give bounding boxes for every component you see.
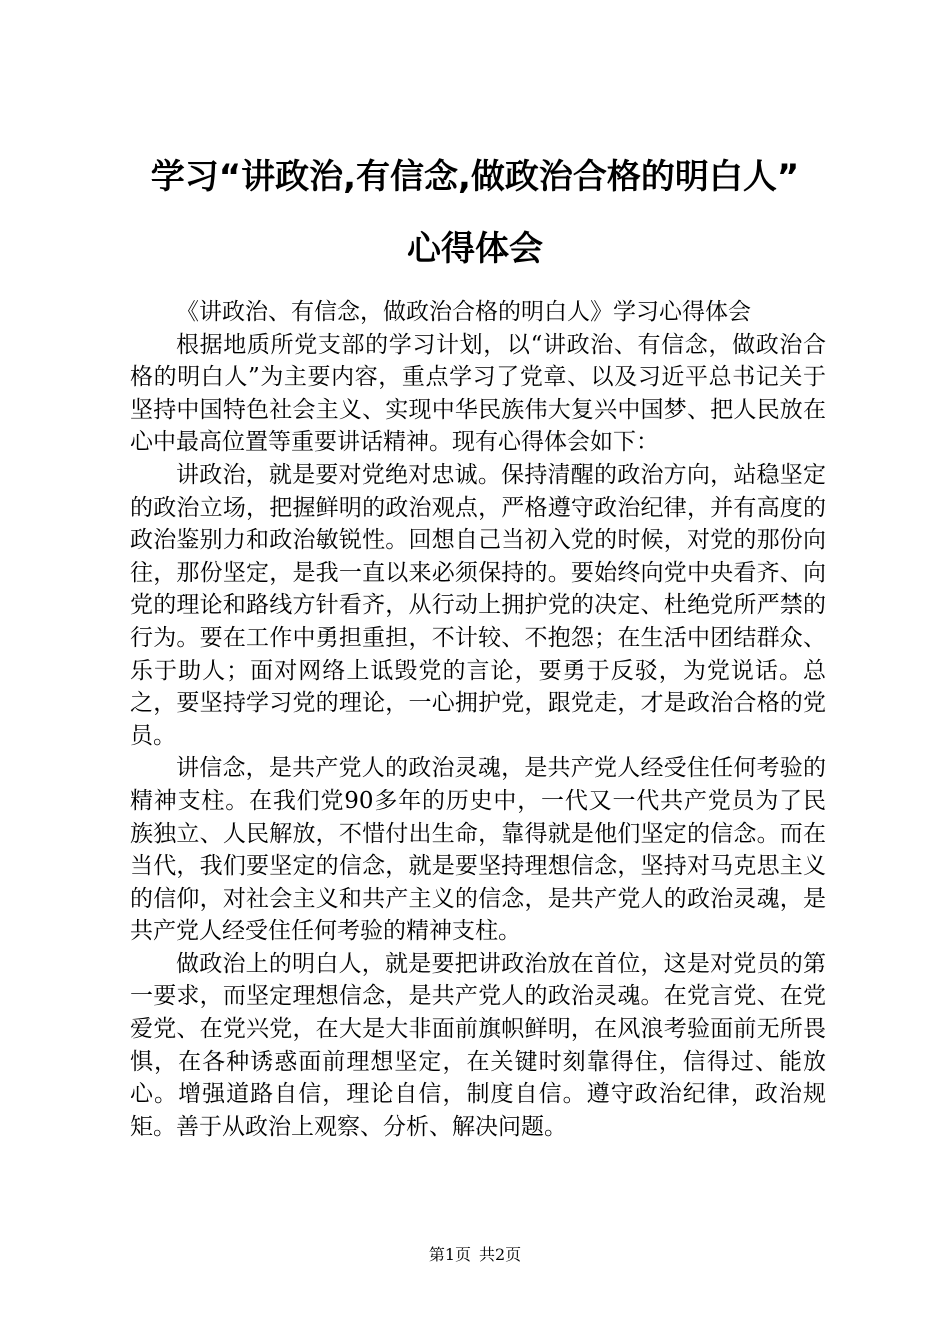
paragraph-intro: 根据地质所党支部的学习计划，以“讲政治、有信念，做政治合格的明白人”为主要内容，重点学习了党章、以及习近平总书记关于坚持中国特色社会主义、实现中华民族伟大复兴中国梦、把人民放在心中最高位置等重要讲话精神。现有心得体会如下： bbox=[130, 331, 826, 456]
page-number-current: 第1页 bbox=[428, 1245, 471, 1264]
paragraph-clarity: 做政治上的明白人，就是要把讲政治放在首位，这是对党员的第一要求，而坚定理想信念，是共产党人的政治灵魂。在党言党、在党爱党、在党兴党，在大是大非面前旗帜鲜明，在风浪考验面前无所畏惧，在各种诱惑面前理想坚定，在关键时刻靠得住，信得过、能放心。增强道路自信，理论自信，制度自信。遵守政治纪律，政治规矩。善于从政治上观察、分析、解决问题。 bbox=[130, 950, 826, 1140]
title-line-2: 心得体会 bbox=[407, 229, 543, 269]
paragraph-belief: 讲信念，是共产党人的政治灵魂，是共产党人经受住任何考验的精神支柱。在我们党90多年的历史中，一代又一代共产党员为了民族独立、人民解放，不惜付出生命，靠得就是他们坚定的信念。而在当代，我们要坚定的信念，就是要坚持理想信念，坚持对马克思主义的信仰，对社会主义和共产主义的信念，是共产党人的政治灵魂，是共产党人经受住任何考验的精神支柱。 bbox=[130, 755, 826, 945]
document-body bbox=[130, 296, 826, 1143]
paragraph-subtitle: 《讲政治、有信念，做政治合格的明白人》学习心得体会 bbox=[176, 299, 751, 325]
document-title bbox=[100, 154, 850, 272]
title-line-1: 学习“讲政治,有信念,做政治合格的明白人” bbox=[150, 157, 800, 197]
paragraph-politics: 讲政治，就是要对党绝对忠诚。保持清醒的政治方向，站稳坚定的政治立场，把握鲜明的政治观点，严格遵守政治纪律，并有高度的政治鉴别力和政治敏锐性。回想自己当初入党的时候，对党的那份向往，那份坚定，是我一直以来必须保持的。要始终向党中央看齐、向党的理论和路线方针看齐，从行动上拥护党的决定、杜绝党所严禁的行为。要在工作中勇担重担，不计较、不抱怨；在生活中团结群众、乐于助人；面对网络上诋毁党的言论，要勇于反驳，为党说话。总之，要坚持学习党的理论，一心拥护党，跟党走，才是政治合格的党员。 bbox=[130, 461, 826, 749]
page-footer bbox=[0, 1245, 950, 1265]
page-number-total: 共2页 bbox=[479, 1245, 522, 1264]
